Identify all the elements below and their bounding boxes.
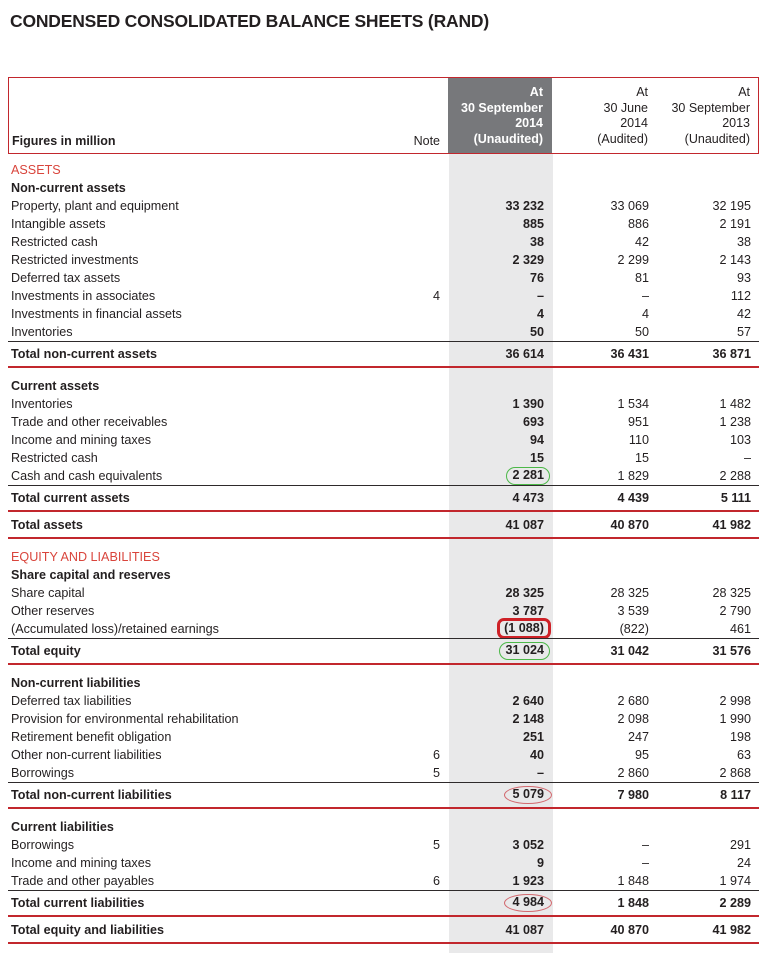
column-header-line: 2014: [620, 116, 648, 130]
value-current: –: [449, 764, 553, 782]
value-current: 2 148: [449, 710, 553, 728]
value-sep-2013: [653, 368, 759, 395]
column-header-line: 30 September: [671, 100, 750, 115]
value-sep-2013: 31 576: [653, 638, 759, 665]
note-cell: [402, 431, 449, 449]
table-row: [8, 467, 759, 485]
value-current: [449, 566, 553, 584]
row-label: EQUITY AND LIABILITIES: [11, 550, 160, 564]
value-jun-2014: 951: [627, 415, 649, 429]
row-label: Total equity: [8, 638, 402, 665]
subsection-row: [8, 179, 759, 197]
table-row: [8, 728, 759, 746]
row-label: Borrowings: [11, 766, 74, 780]
row-label: Other reserves: [11, 604, 95, 618]
value-current: [449, 154, 553, 179]
row-label: Current assets: [11, 379, 100, 393]
note-cell: [402, 467, 449, 485]
row-label: Income and mining taxes: [11, 856, 152, 870]
note-cell: [402, 692, 449, 710]
value-jun-2014: 1 848: [617, 874, 649, 888]
table-row: [8, 233, 759, 251]
note-cell: [402, 341, 449, 368]
value-jun-2014: 95: [634, 748, 649, 762]
table-row: [8, 746, 759, 764]
row-label: Provision for environmental rehabilitation: [11, 712, 239, 726]
row-label: Current liabilities: [11, 820, 114, 834]
value-jun-2014: 36 431: [553, 341, 653, 368]
value-jun-2014: 81: [634, 271, 649, 285]
note-cell: [402, 665, 449, 692]
row-label: Restricted investments: [11, 253, 139, 267]
note-cell: [402, 944, 449, 953]
value-current: 1 923: [449, 872, 553, 890]
green-pill-annotation: 31 024: [499, 642, 550, 660]
row-label: Inventories: [11, 325, 73, 339]
note-cell: [402, 233, 449, 251]
value-current: 94: [449, 431, 553, 449]
row-label: Total non-current assets: [8, 341, 402, 368]
row-label: Total non-current liabilities: [8, 782, 402, 809]
total-row: [8, 341, 759, 368]
value-current: [449, 368, 553, 395]
table-row: [8, 620, 759, 638]
row-label: Investments in associates: [11, 289, 156, 303]
table-row: [8, 449, 759, 467]
column-header-jun-2014: [552, 78, 652, 153]
note-cell: [402, 215, 449, 233]
value-current: 1 390: [449, 395, 553, 413]
value-jun-2014: 4 439: [553, 485, 653, 512]
value-sep-2013: [653, 944, 759, 953]
row-label: Deferred tax liabilities: [11, 694, 132, 708]
note-cell: 6: [432, 874, 440, 888]
table-row: [8, 764, 759, 782]
value-jun-2014: 40 870: [553, 512, 653, 539]
value-current: 4: [449, 305, 553, 323]
total-row: [8, 485, 759, 512]
value-current: 251: [449, 728, 553, 746]
value-jun-2014: 7 980: [553, 782, 653, 809]
column-header-line: (Unaudited): [684, 131, 750, 146]
value-jun-2014: –: [641, 856, 649, 870]
row-label: Total current assets: [8, 485, 402, 512]
row-label: Restricted cash: [11, 235, 98, 249]
value-sep-2013: [653, 809, 759, 836]
row-label: Non-current liabilities: [11, 676, 141, 690]
row-label: Investments in financial assets: [11, 307, 182, 321]
red-oval-annotation: 4 984: [504, 894, 552, 912]
value-current: [449, 638, 553, 665]
value-jun-2014: 247: [627, 730, 649, 744]
tail-row: [8, 944, 759, 953]
column-header-line: (Unaudited): [473, 131, 543, 146]
note-cell: [402, 305, 449, 323]
value-jun-2014: 1 829: [617, 469, 649, 483]
value-sep-2013: [653, 179, 759, 197]
value-jun-2014: [553, 368, 653, 395]
note-cell: [402, 197, 449, 215]
value-current: 15: [449, 449, 553, 467]
row-label: Inventories: [11, 397, 73, 411]
row-label: Borrowings: [11, 838, 74, 852]
red-oval-annotation: 5 079: [504, 786, 552, 804]
row-label: ASSETS: [11, 163, 61, 177]
value-sep-2013: 2 289: [653, 890, 759, 917]
note-cell: [402, 368, 449, 395]
value-jun-2014: [553, 665, 653, 692]
value-sep-2013: [653, 154, 759, 179]
value-sep-2013: 1 238: [719, 415, 751, 429]
value-current: 2 329: [449, 251, 553, 269]
value-current: 40: [449, 746, 553, 764]
value-sep-2013: 42: [736, 307, 751, 321]
value-current: 41 087: [449, 512, 553, 539]
value-current: 76: [449, 269, 553, 287]
row-label: Non-current assets: [11, 181, 126, 195]
table-row: [8, 413, 759, 431]
note-cell: [402, 485, 449, 512]
note-cell: [402, 323, 449, 341]
value-current: [449, 890, 553, 917]
value-sep-2013: 63: [736, 748, 751, 762]
total-row: [8, 890, 759, 917]
value-jun-2014: [553, 179, 653, 197]
value-jun-2014: 886: [627, 217, 649, 231]
value-jun-2014: 2 680: [617, 694, 649, 708]
value-jun-2014: –: [641, 838, 649, 852]
value-sep-2013: 41 982: [653, 917, 759, 944]
total-row: [8, 512, 759, 539]
value-sep-2013: –: [743, 451, 751, 465]
table-row: [8, 197, 759, 215]
value-jun-2014: 31 042: [553, 638, 653, 665]
value-jun-2014: 1 848: [553, 890, 653, 917]
value-sep-2013: 2 998: [719, 694, 751, 708]
table-header-meta: [9, 78, 448, 153]
table-header: [8, 77, 759, 154]
note-cell: [402, 179, 449, 197]
value-sep-2013: [653, 539, 759, 566]
row-label: Trade and other payables: [11, 874, 155, 888]
value-current: 2 640: [449, 692, 553, 710]
value-current: 885: [449, 215, 553, 233]
table-row: [8, 584, 759, 602]
table-row: [8, 395, 759, 413]
table-row: [8, 872, 759, 890]
value-jun-2014: 2 098: [617, 712, 649, 726]
value-sep-2013: 2 790: [719, 604, 751, 618]
value-sep-2013: [653, 665, 759, 692]
table-row: [8, 710, 759, 728]
note-cell: [402, 620, 449, 638]
row-label: Deferred tax assets: [11, 271, 121, 285]
column-header-line: At: [738, 85, 750, 99]
note-cell: [402, 854, 449, 872]
note-cell: [402, 638, 449, 665]
row-label: Property, plant and equipment: [11, 199, 179, 213]
value-sep-2013: 38: [736, 235, 751, 249]
value-sep-2013: 32 195: [712, 199, 751, 213]
note-cell: [402, 269, 449, 287]
note-column-header: Note: [413, 134, 440, 148]
figures-in-million-label: Figures in million: [12, 134, 116, 148]
value-current: [449, 620, 553, 638]
value-jun-2014: 2 299: [617, 253, 649, 267]
value-current: 3 787: [449, 602, 553, 620]
row-label: Share capital: [11, 586, 85, 600]
note-cell: [402, 395, 449, 413]
note-cell: [402, 512, 449, 539]
value-current: 33 232: [449, 197, 553, 215]
column-header-line: 30 September: [461, 100, 543, 115]
table-row: [8, 251, 759, 269]
value-sep-2013: 2 868: [719, 766, 751, 780]
row-label: Retirement benefit obligation: [11, 730, 172, 744]
value-current: [449, 944, 553, 953]
table-row: [8, 305, 759, 323]
value-sep-2013: 103: [729, 433, 751, 447]
column-header-sep-2013: [652, 78, 758, 153]
row-label: (Accumulated loss)/retained earnings: [11, 622, 219, 636]
table-row: [8, 836, 759, 854]
value-sep-2013: 2 143: [719, 253, 751, 267]
value-jun-2014: 4: [641, 307, 649, 321]
table-row: [8, 854, 759, 872]
column-header-line: At: [529, 85, 543, 99]
note-cell: [402, 539, 449, 566]
value-jun-2014: [553, 566, 653, 584]
row-label: Share capital and reserves: [11, 568, 171, 582]
row-label: Trade and other receivables: [11, 415, 168, 429]
column-header-line: At: [636, 85, 648, 99]
value-current: 36 614: [449, 341, 553, 368]
subsection-row: [8, 809, 759, 836]
value-jun-2014: 1 534: [617, 397, 649, 411]
value-sep-2013: 2 191: [719, 217, 751, 231]
section-row: [8, 539, 759, 566]
value-sep-2013: 291: [729, 838, 751, 852]
note-cell: [402, 602, 449, 620]
value-current: [449, 467, 553, 485]
value-sep-2013: 112: [730, 289, 751, 303]
value-jun-2014: [553, 809, 653, 836]
subsection-row: [8, 566, 759, 584]
note-cell: [402, 449, 449, 467]
balance-sheet-table: [8, 77, 759, 953]
note-cell: [402, 584, 449, 602]
balance-sheet-document: [0, 11, 767, 966]
value-jun-2014: 33 069: [610, 199, 649, 213]
column-header-current: [448, 78, 552, 153]
value-jun-2014: [553, 539, 653, 566]
value-current: 9: [449, 854, 553, 872]
row-label: Intangible assets: [11, 217, 106, 231]
column-header-line: (Audited): [597, 131, 648, 146]
value-current: 41 087: [449, 917, 553, 944]
value-sep-2013: [653, 566, 759, 584]
value-sep-2013: 1 974: [719, 874, 751, 888]
value-sep-2013: 28 325: [712, 586, 751, 600]
red-box-annotation: (1 088): [497, 618, 551, 639]
note-cell: 4: [432, 289, 440, 303]
row-label: [8, 944, 402, 953]
value-jun-2014: 3 539: [617, 604, 649, 618]
value-sep-2013: 2 288: [719, 469, 751, 483]
table-body: [8, 154, 759, 953]
value-current: 28 325: [449, 584, 553, 602]
value-jun-2014: 50: [634, 325, 649, 339]
note-cell: [402, 566, 449, 584]
value-current: [449, 809, 553, 836]
subsection-row: [8, 665, 759, 692]
value-jun-2014: [553, 944, 653, 953]
value-current: –: [449, 287, 553, 305]
note-cell: 5: [432, 766, 440, 780]
note-cell: 5: [432, 838, 440, 852]
value-jun-2014: –: [641, 289, 649, 303]
value-sep-2013: 1 990: [719, 712, 751, 726]
table-row: [8, 287, 759, 305]
green-pill-annotation: 2 281: [506, 467, 550, 485]
note-cell: [402, 154, 449, 179]
note-cell: [402, 809, 449, 836]
note-cell: [402, 413, 449, 431]
value-jun-2014: (822): [619, 622, 649, 636]
note-cell: [402, 251, 449, 269]
value-current: [449, 539, 553, 566]
value-current: 693: [449, 413, 553, 431]
row-label: Total equity and liabilities: [8, 917, 402, 944]
value-sep-2013: 57: [736, 325, 751, 339]
value-current: [449, 782, 553, 809]
table-row: [8, 602, 759, 620]
note-cell: [402, 728, 449, 746]
row-label: Other non-current liabilities: [11, 748, 162, 762]
value-current: [449, 665, 553, 692]
table-row: [8, 323, 759, 341]
value-sep-2013: 1 482: [719, 397, 751, 411]
total-row: [8, 638, 759, 665]
total-row: [8, 782, 759, 809]
value-current: 38: [449, 233, 553, 251]
value-sep-2013: 461: [729, 622, 751, 636]
table-row: [8, 692, 759, 710]
table-row: [8, 431, 759, 449]
note-cell: [402, 917, 449, 944]
table-row: [8, 269, 759, 287]
value-jun-2014: 40 870: [553, 917, 653, 944]
note-cell: [402, 710, 449, 728]
column-header-line: 30 June: [603, 100, 648, 115]
subsection-row: [8, 368, 759, 395]
value-jun-2014: 28 325: [610, 586, 649, 600]
value-current: 3 052: [449, 836, 553, 854]
total-row: [8, 917, 759, 944]
value-sep-2013: 24: [736, 856, 751, 870]
section-row: [8, 154, 759, 179]
value-jun-2014: 110: [628, 433, 649, 447]
value-jun-2014: [553, 154, 653, 179]
value-sep-2013: 36 871: [653, 341, 759, 368]
page-title: CONDENSED CONSOLIDATED BALANCE SHEETS (RAND): [10, 11, 489, 31]
row-label: Restricted cash: [11, 451, 98, 465]
column-header-line: 2014: [515, 116, 543, 130]
value-current: 50: [449, 323, 553, 341]
column-header-line: 2013: [722, 116, 750, 130]
value-sep-2013: 5 111: [653, 485, 759, 512]
value-jun-2014: 15: [634, 451, 649, 465]
value-sep-2013: 8 117: [653, 782, 759, 809]
value-current: 4 473: [449, 485, 553, 512]
value-current: [449, 179, 553, 197]
row-label: Cash and cash equivalents: [11, 469, 163, 483]
row-label: Total assets: [8, 512, 402, 539]
note-cell: 6: [432, 748, 440, 762]
value-sep-2013: 93: [736, 271, 751, 285]
note-cell: [402, 890, 449, 917]
row-label: Income and mining taxes: [11, 433, 152, 447]
table-row: [8, 215, 759, 233]
row-label: Total current liabilities: [8, 890, 402, 917]
value-sep-2013: 41 982: [653, 512, 759, 539]
value-sep-2013: 198: [729, 730, 751, 744]
value-jun-2014: 42: [634, 235, 649, 249]
note-cell: [402, 782, 449, 809]
value-jun-2014: 2 860: [617, 766, 649, 780]
